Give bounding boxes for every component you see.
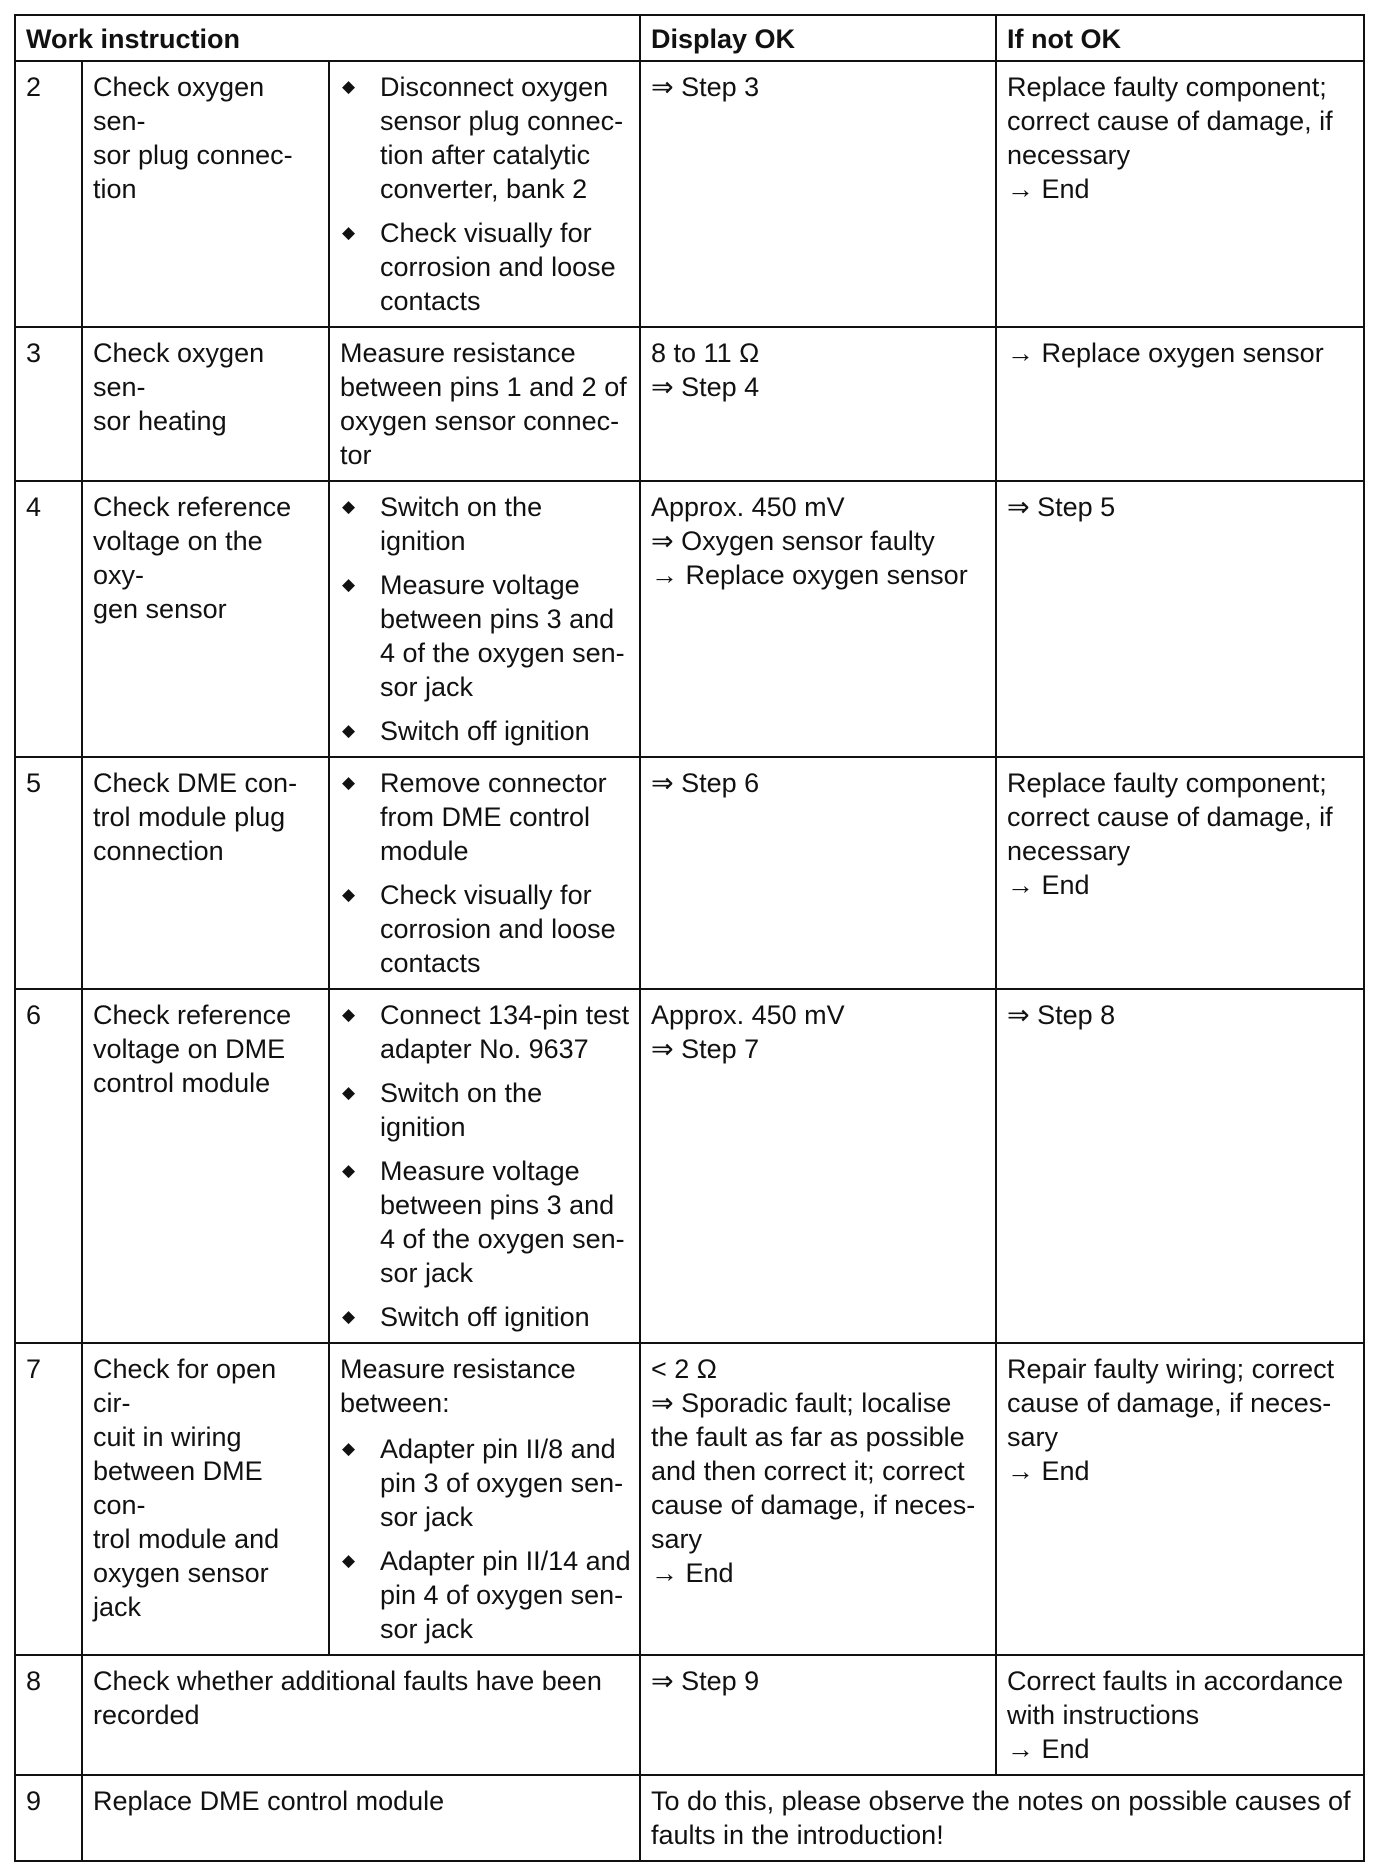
- step-number: 2: [15, 61, 82, 327]
- display-ok-cell: ⇒ Step 3: [640, 61, 996, 327]
- action-cell: [329, 757, 640, 989]
- table-row: [15, 481, 1364, 757]
- header-work-instruction: Work instruction: [15, 15, 640, 61]
- diamond-bullet-icon: ◆: [342, 721, 356, 740]
- action-list: [340, 1432, 631, 1646]
- list-item: [340, 1154, 631, 1290]
- table-row: [15, 757, 1364, 989]
- check-cell: Check oxygen sen- sor heating: [82, 327, 329, 481]
- list-item: [340, 1432, 631, 1534]
- action-list: [340, 490, 631, 748]
- list-item: [340, 1076, 631, 1144]
- if-not-ok-cell: ⇒ Step 8: [996, 989, 1364, 1343]
- list-item-text: Disconnect oxygen sensor plug connec- tion after catalytic converter, bank 2: [380, 72, 624, 204]
- action-cell: [329, 61, 640, 327]
- list-item-text: Switch off ignition: [380, 1302, 590, 1332]
- diamond-bullet-icon: ◆: [342, 1005, 356, 1024]
- list-item-text: Measure voltage between pins 3 and 4 of the oxygen sen- sor jack: [380, 1156, 625, 1288]
- action-list: [340, 70, 631, 318]
- action-list: [340, 998, 631, 1334]
- action-cell: Measure resistance between pins 1 and 2 of oxygen sensor connec- tor: [329, 327, 640, 481]
- list-item-text: Adapter pin II/8 and pin 3 of oxygen sen- sor jack: [380, 1434, 624, 1532]
- list-item: [340, 998, 631, 1066]
- step-number: 4: [15, 481, 82, 757]
- list-item: [340, 714, 631, 748]
- list-item-text: Switch on the ignition: [380, 492, 543, 556]
- work-instruction-table: [14, 14, 1365, 1862]
- table-row: [15, 989, 1364, 1343]
- diamond-bullet-icon: ◆: [342, 1439, 356, 1458]
- table-row: [15, 1343, 1364, 1655]
- list-item-text: Check visually for corrosion and loose contacts: [380, 880, 616, 978]
- check-cell: Check reference voltage on the oxy- gen sensor: [82, 481, 329, 757]
- if-not-ok-cell: Repair faulty wiring; correct cause of damage, if neces- sary → End: [996, 1343, 1364, 1655]
- step-number: 3: [15, 327, 82, 481]
- header-row: [15, 15, 1364, 61]
- display-ok-cell: Approx. 450 mV ⇒ Oxygen sensor faulty → Replace oxygen sensor: [640, 481, 996, 757]
- list-item-text: Adapter pin II/14 and pin 4 of oxygen sen- sor jack: [380, 1546, 631, 1644]
- diamond-bullet-icon: ◆: [342, 1551, 356, 1570]
- step-number: 7: [15, 1343, 82, 1655]
- header-display-ok: Display OK: [640, 15, 996, 61]
- table-row: [15, 1655, 1364, 1775]
- check-cell: Check DME con- trol module plug connection: [82, 757, 329, 989]
- table-row: [15, 1775, 1364, 1861]
- display-ok-cell: < 2 Ω ⇒ Sporadic fault; localise the fault as far as possible and then correct it; correct cause of damage, if neces- sary → End: [640, 1343, 996, 1655]
- list-item-text: Measure voltage between pins 3 and 4 of the oxygen sen- sor jack: [380, 570, 625, 702]
- list-item-text: Check visually for corrosion and loose contacts: [380, 218, 616, 316]
- display-ok-cell: ⇒ Step 9: [640, 1655, 996, 1775]
- if-not-ok-cell: → Replace oxygen sensor: [996, 327, 1364, 481]
- step-number: 9: [15, 1775, 82, 1861]
- diamond-bullet-icon: ◆: [342, 773, 356, 792]
- diamond-bullet-icon: ◆: [342, 1083, 356, 1102]
- list-item: [340, 568, 631, 704]
- display-ok-cell: ⇒ Step 6: [640, 757, 996, 989]
- diamond-bullet-icon: ◆: [342, 1161, 356, 1180]
- list-item-text: Connect 134-pin test adapter No. 9637: [380, 1000, 630, 1064]
- if-not-ok-cell: Correct faults in accordance with instructions → End: [996, 1655, 1364, 1775]
- diamond-bullet-icon: ◆: [342, 885, 356, 904]
- step-number: 5: [15, 757, 82, 989]
- list-item-text: Switch off ignition: [380, 716, 590, 746]
- list-item: [340, 70, 631, 206]
- action-cell: [329, 989, 640, 1343]
- list-item: [340, 878, 631, 980]
- if-not-ok-cell: ⇒ Step 5: [996, 481, 1364, 757]
- table-row: [15, 327, 1364, 481]
- check-cell: Replace DME control module: [82, 1775, 640, 1861]
- list-item-text: Switch on the ignition: [380, 1078, 543, 1142]
- action-list: [340, 766, 631, 980]
- list-item: [340, 1300, 631, 1334]
- check-cell: Check for open cir- cuit in wiring between DME con- trol module and oxygen sensor jack: [82, 1343, 329, 1655]
- display-ok-cell: Approx. 450 mV ⇒ Step 7: [640, 989, 996, 1343]
- diamond-bullet-icon: ◆: [342, 223, 356, 242]
- action-intro: Measure resistance between:: [340, 1354, 576, 1418]
- diamond-bullet-icon: ◆: [342, 1307, 356, 1326]
- list-item: [340, 216, 631, 318]
- step-number: 6: [15, 989, 82, 1343]
- list-item: [340, 490, 631, 558]
- table-row: [15, 61, 1364, 327]
- list-item: [340, 1544, 631, 1646]
- list-item: [340, 766, 631, 868]
- action-cell: [329, 481, 640, 757]
- action-cell: [329, 1343, 640, 1655]
- check-cell: Check whether additional faults have been recorded: [82, 1655, 640, 1775]
- display-ok-cell: To do this, please observe the notes on possible causes of faults in the introduction!: [640, 1775, 1364, 1861]
- check-cell: Check oxygen sen- sor plug connec- tion: [82, 61, 329, 327]
- header-if-not-ok: If not OK: [996, 15, 1364, 61]
- display-ok-cell: 8 to 11 Ω ⇒ Step 4: [640, 327, 996, 481]
- step-number: 8: [15, 1655, 82, 1775]
- list-item-text: Remove connector from DME control module: [380, 768, 607, 866]
- diamond-bullet-icon: ◆: [342, 575, 356, 594]
- check-cell: Check reference voltage on DME control module: [82, 989, 329, 1343]
- diamond-bullet-icon: ◆: [342, 497, 356, 516]
- diamond-bullet-icon: ◆: [342, 77, 356, 96]
- if-not-ok-cell: Replace faulty component; correct cause of damage, if necessary → End: [996, 61, 1364, 327]
- if-not-ok-cell: Replace faulty component; correct cause of damage, if necessary → End: [996, 757, 1364, 989]
